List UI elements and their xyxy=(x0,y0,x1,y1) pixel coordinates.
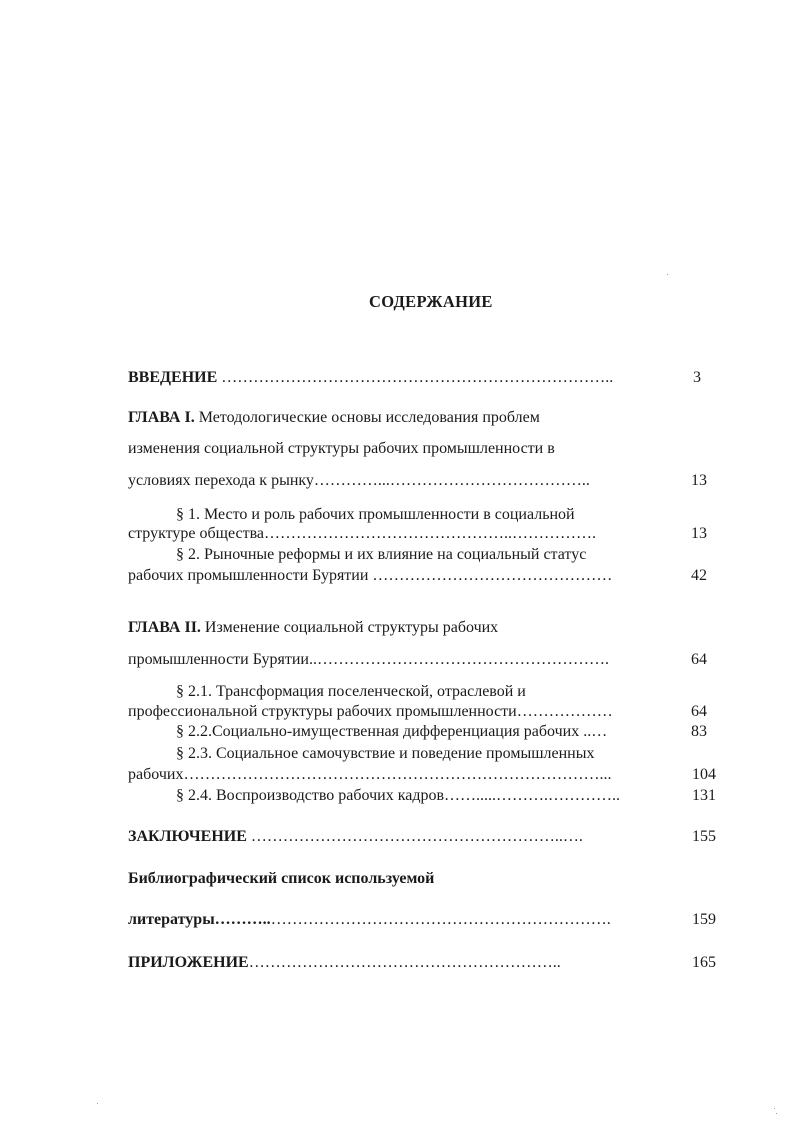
toc-section-2-3-line2: рабочих……………………………………………………………………... xyxy=(128,766,612,783)
toc-chapter1-title-part2: изменения социальной структуры рабочих промышленности в xyxy=(128,440,555,457)
toc-chapter2-page: 64 xyxy=(691,651,707,668)
toc-entry-conclusion[interactable] xyxy=(128,827,583,847)
toc-section-2-page: 42 xyxy=(691,567,707,584)
toc-entry-intro[interactable] xyxy=(128,368,613,388)
toc-appendix-label: ПРИЛОЖЕНИЕ xyxy=(128,954,249,971)
toc-chapter1-label: ГЛАВА I. xyxy=(128,409,195,426)
toc-bibliography-line2 xyxy=(128,910,611,930)
toc-section-2-2-page: 83 xyxy=(691,723,707,740)
toc-chapter1-line3 xyxy=(128,471,590,491)
toc-section-2-1-line1[interactable]: § 2.1. Трансформация поселенческой, отраслевой и xyxy=(176,683,526,700)
toc-appendix-dots: ………………………………………………….. xyxy=(248,954,561,971)
toc-chapter2-label: ГЛАВА II. xyxy=(128,619,201,636)
toc-section-1-page: 13 xyxy=(691,525,707,542)
toc-chapter1-title-part1: Методологические основы исследования проблем xyxy=(198,409,540,426)
page-title: СОДЕРЖАНИЕ xyxy=(369,292,493,311)
toc-section-2-line2: рабочих промышленности Бурятии ……………………………………… xyxy=(128,567,613,584)
toc-chapter2-line1[interactable] xyxy=(128,618,498,638)
toc-chapter1-title-part3: условиях перехода к рынку xyxy=(128,472,314,489)
scan-speck xyxy=(97,1103,98,1104)
toc-section-1-line1[interactable]: § 1. Место и роль рабочих промышленности в социальной xyxy=(176,506,575,523)
toc-section-2-4-page: 131 xyxy=(692,787,716,804)
toc-section-2-1-page: 64 xyxy=(691,703,707,720)
toc-chapter1-line1[interactable] xyxy=(128,408,540,428)
scan-speck xyxy=(667,274,668,275)
toc-section-2-4-line1[interactable]: § 2.4. Воспроизводство рабочих кадров…….....……….………….. xyxy=(176,787,621,804)
toc-bibliography-label: литературы……….. xyxy=(128,911,271,928)
toc-conclusion-label: ЗАКЛЮЧЕНИЕ xyxy=(128,828,247,845)
toc-section-2-2-line1[interactable]: § 2.2.Социально-имущественная дифференциация рабочих ..… xyxy=(176,723,608,740)
toc-chapter2-title-part1: Изменение социальной структуры рабочих xyxy=(204,619,499,636)
toc-bibliography-line1[interactable]: Библиографический список используемой xyxy=(128,870,435,887)
toc-chapter1-dots: …………...……………………………….. xyxy=(313,472,590,489)
toc-chapter1-page: 13 xyxy=(691,472,707,489)
toc-bibliography-dots: ………………………………………………………. xyxy=(270,911,611,928)
toc-intro-page: 3 xyxy=(693,369,701,386)
toc-entry-appendix-page: 165 xyxy=(692,954,716,971)
toc-section-2-1-line2: профессиональной структуры рабочих промышленности……………… xyxy=(128,703,613,720)
toc-conclusion-page: 155 xyxy=(692,828,716,845)
toc-bibliography-page: 159 xyxy=(692,911,716,928)
toc-intro-dots: ……………………………………………………………….. xyxy=(221,369,614,386)
toc-chapter2-title-part2: промышленности Бурятии..………………………………………………. xyxy=(128,651,609,668)
toc-conclusion-dots: …………………………………………………..…. xyxy=(250,828,583,845)
scan-speck xyxy=(776,1113,777,1114)
toc-entry-appendix[interactable] xyxy=(128,953,561,973)
toc-section-1-line2: структуре общества………………………………………..……………. xyxy=(128,525,597,542)
scan-speck xyxy=(774,1108,775,1109)
toc-section-2-3-page: 104 xyxy=(692,766,716,783)
toc-section-2-line1[interactable]: § 2. Рыночные реформы и их влияние на социальный статус xyxy=(176,546,587,563)
toc-section-2-3-line1[interactable]: § 2.3. Социальное самочувствие и поведение промышленных xyxy=(176,745,595,762)
toc-intro-label: ВВЕДЕНИЕ xyxy=(128,369,218,386)
